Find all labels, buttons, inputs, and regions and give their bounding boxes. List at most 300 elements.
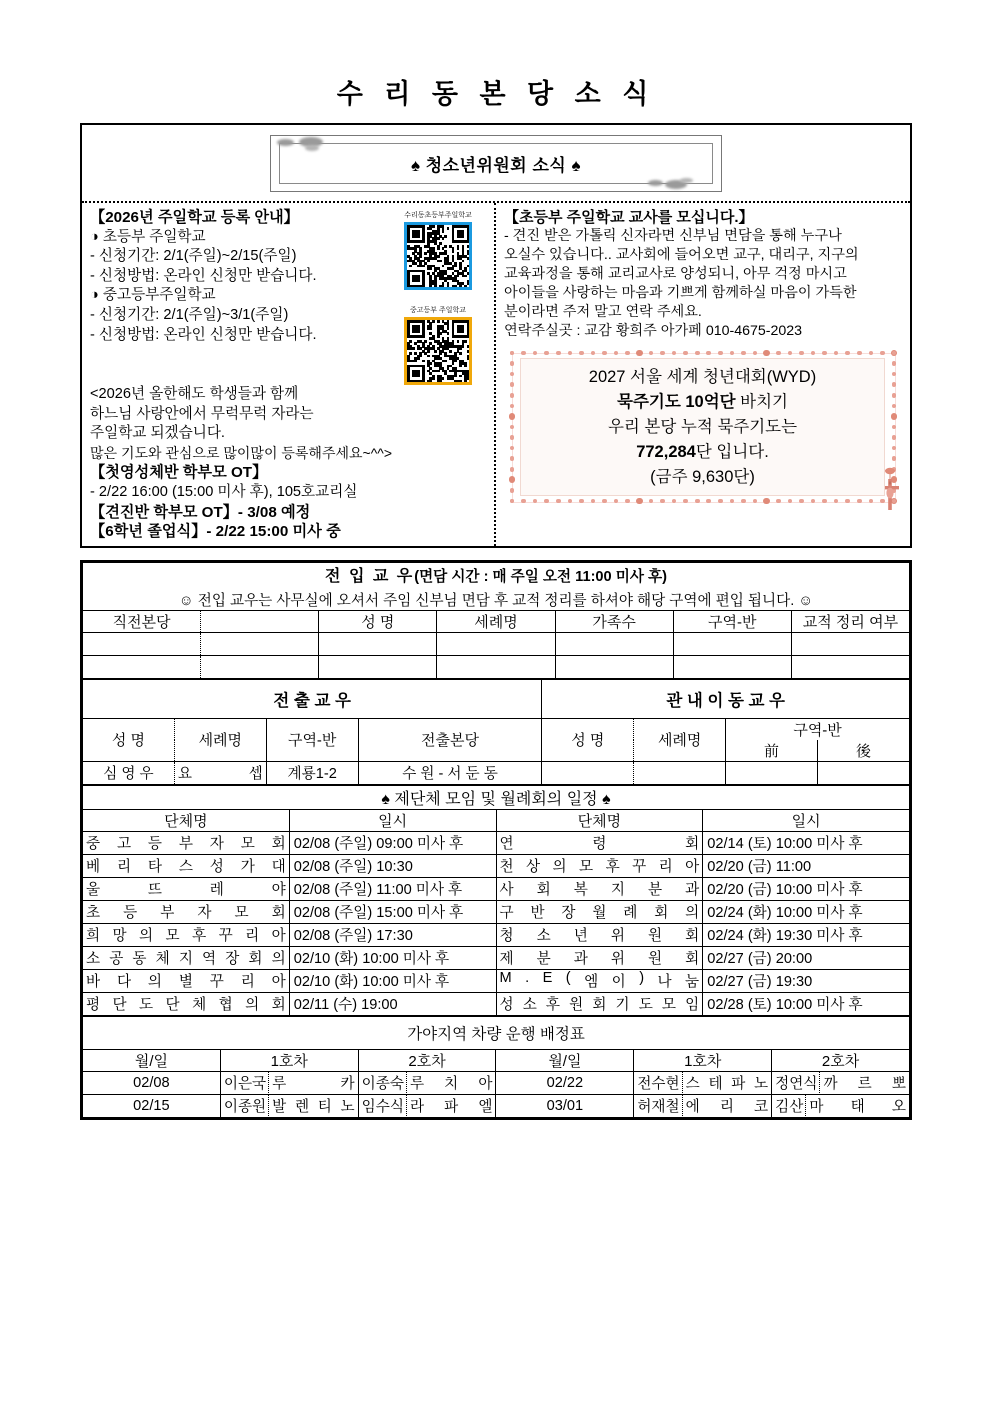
- name-char: 리: [116, 859, 132, 876]
- cell-district[interactable]: [673, 632, 791, 655]
- name-char: 등: [123, 905, 138, 922]
- col-move-name: 성 명: [542, 718, 634, 761]
- name-char: 장: [561, 905, 576, 922]
- cell-group-date-right[interactable]: 02/24 (화) 19:30 미사 후: [703, 923, 910, 946]
- name-char: 자: [209, 836, 224, 853]
- teacher-recruit-block: [496, 203, 910, 546]
- name-char: 청: [499, 928, 514, 945]
- name-char: 테: [708, 1076, 723, 1093]
- name-char: 평: [86, 997, 101, 1014]
- cell-group-date-right[interactable]: 02/28 (토) 10:00 미사 후: [703, 992, 910, 1015]
- col-prev-parish-pad: [201, 610, 319, 632]
- table-row[interactable]: [83, 923, 910, 946]
- name-char: 모: [165, 928, 180, 945]
- cell-vehicle-date-right[interactable]: 02/22: [496, 1071, 634, 1094]
- name-char: 연: [789, 1076, 804, 1093]
- col-group-name-left: 단체명: [83, 809, 290, 831]
- qr-column: [386, 208, 490, 385]
- name-char: 종: [237, 1099, 253, 1116]
- name-char: 단: [165, 997, 180, 1014]
- wyd-line-4: [636, 440, 769, 465]
- name-char: 루: [272, 1076, 287, 1093]
- name-char: 의: [139, 928, 154, 945]
- qr-code-middlehigh[interactable]: [404, 317, 472, 385]
- cell-registry-status[interactable]: [791, 632, 909, 655]
- registry-tables-section: [80, 560, 912, 1120]
- name-char: 회: [685, 928, 700, 945]
- col-name: 성 명: [319, 610, 437, 632]
- transfer-out-column-header-row: [83, 718, 910, 740]
- name-char: 아: [685, 859, 700, 876]
- cell-group-date-left[interactable]: 02/08 (주일) 15:00 미사 후: [289, 900, 496, 923]
- qr-middlehigh-label: 중고등부 주일학교: [409, 307, 467, 314]
- cell-vehicle-date-right[interactable]: 03/01: [496, 1094, 634, 1117]
- col-vehicle-date-left: 월/일: [83, 1049, 221, 1071]
- registration-msg-4: 많은 기도와 관심으로 많이많이 등록해주세요~^^>: [90, 444, 393, 461]
- name-char: 복: [573, 882, 588, 899]
- name-char: 꾸: [209, 974, 224, 991]
- name-char: 루: [409, 1076, 425, 1093]
- page-title: 수 리 동 본 당 소 식: [336, 79, 656, 109]
- name-char: 회: [536, 882, 551, 899]
- name-char: 원: [569, 997, 584, 1014]
- name-char: 뽀: [891, 1076, 906, 1093]
- name-char: 뜨: [147, 882, 162, 899]
- name-char: 치: [444, 1076, 459, 1093]
- cell-group-date-right[interactable]: 02/14 (토) 10:00 미사 후: [703, 831, 910, 854]
- cell-out-district[interactable]: 계룡1-2: [266, 761, 358, 784]
- cell-vehicle-car1-left[interactable]: [220, 1094, 358, 1117]
- name-char: 레: [209, 882, 224, 899]
- name-char: 의: [147, 974, 162, 991]
- qr-elementary-label: 수리동초등부주일학교: [404, 212, 472, 219]
- cell-vehicle-date-left[interactable]: 02/08: [83, 1071, 221, 1094]
- name-char: 제: [499, 951, 514, 968]
- name-char: 수: [651, 1076, 666, 1093]
- name-char: 엘: [478, 1099, 493, 1116]
- name-char: 발: [272, 1099, 287, 1116]
- cell-group-name-left[interactable]: [83, 969, 290, 992]
- wyd-rosary-box: [506, 347, 901, 507]
- youth-columns: [82, 203, 910, 546]
- name-char: 위: [610, 951, 625, 968]
- name-char: 엠: [584, 974, 599, 991]
- name-char: 등: [147, 836, 162, 853]
- cell-registry-status[interactable]: [791, 655, 909, 678]
- first-communion-ot-heading: 【첫영성체반 학부모 OT】: [90, 464, 268, 482]
- name-char: 대: [271, 859, 286, 876]
- name-char: 원: [252, 1099, 267, 1116]
- cell-group-date-right[interactable]: 02/20 (금) 10:00 미사 후: [703, 877, 910, 900]
- name-char: 재: [651, 1099, 666, 1116]
- cell-family-count[interactable]: [555, 655, 673, 678]
- cell-group-name-right[interactable]: [496, 831, 703, 854]
- cell-group-date-right[interactable]: 02/27 (금) 20:00: [703, 946, 910, 969]
- name-char: 월: [592, 905, 607, 922]
- wyd-text-inner: [520, 358, 885, 496]
- name-char: 르: [857, 1076, 872, 1093]
- name-char: 은: [237, 1076, 253, 1093]
- name-char: 이: [361, 1076, 376, 1093]
- table-row[interactable]: [83, 992, 910, 1015]
- table-row[interactable]: [83, 1071, 910, 1094]
- table-row[interactable]: [83, 969, 910, 992]
- name-char: 례: [623, 905, 638, 922]
- cell-out-name[interactable]: 심 영 우: [83, 761, 175, 784]
- name-char: 과: [573, 951, 588, 968]
- col-registry-status: 교적 정리 여부: [791, 610, 909, 632]
- cell-vehicle-car1-left[interactable]: [220, 1071, 358, 1094]
- col-out-district: 구역-반: [266, 718, 358, 761]
- name-char: 수: [375, 1099, 390, 1116]
- name-char: 국: [252, 1076, 267, 1093]
- name-char: 야: [271, 882, 286, 899]
- cell-group-date-right[interactable]: 02/27 (금) 19:30: [703, 969, 910, 992]
- name-char: 지: [610, 882, 625, 899]
- first-communion-ot-detail: - 2/22 16:00 (15:00 미사 후), 105호교리실: [90, 483, 358, 500]
- cell-group-name-right[interactable]: [496, 900, 703, 923]
- transfer-out-title: 전 출 교 우: [83, 679, 542, 718]
- cell-group-name-right[interactable]: [496, 854, 703, 877]
- name-char: 까: [823, 1076, 838, 1093]
- cell-group-date-right[interactable]: 02/24 (화) 10:00 미사 후: [703, 900, 910, 923]
- name-char: 산: [789, 1099, 804, 1116]
- name-char: 반: [530, 905, 545, 922]
- name-char: 장: [225, 951, 240, 968]
- name-char: 회: [685, 836, 700, 853]
- name-char: 망: [112, 928, 127, 945]
- name-char: 이: [223, 1099, 238, 1116]
- col-vehicle-date-right: 월/일: [496, 1049, 634, 1071]
- name-char: 스: [685, 1076, 700, 1093]
- out-baptismal-b: 셉: [248, 766, 263, 783]
- wyd-goal-suffix: 바치기: [735, 392, 788, 411]
- name-char: 오: [891, 1099, 906, 1116]
- registration-heading: 【2026년 주일학교 등록 안내】: [90, 209, 299, 226]
- vehicle-header-row: [83, 1049, 910, 1071]
- name-char: 숙: [389, 1076, 404, 1093]
- name-char: 회: [685, 951, 700, 968]
- name-char: 기: [615, 997, 630, 1014]
- cell-baptismal[interactable]: [437, 655, 555, 678]
- col-group-date-right: 일시: [703, 809, 910, 831]
- transfer-in-header-row: [83, 562, 910, 610]
- col-out-baptismal: 세례명: [174, 718, 266, 761]
- name-char: 파: [731, 1076, 746, 1093]
- youth-banner-title: ♠ 청소년위원회 소식 ♠: [410, 156, 582, 175]
- table-row[interactable]: [83, 900, 910, 923]
- cell-baptismal[interactable]: [437, 632, 555, 655]
- teacher-recruit-line-4: 아이들을 사랑하는 마음과 기쁘게 함께하실 마음이 가득한: [504, 285, 857, 301]
- name-char: 모: [234, 905, 249, 922]
- transfer-in-column-header-row: [83, 610, 910, 632]
- banner-blob-icon: [305, 145, 319, 151]
- transfer-out-table: [82, 679, 910, 785]
- middlehigh-school-label: ◑ 중고등부주일학교: [90, 287, 216, 304]
- name-char: 사: [499, 882, 514, 899]
- qr-code-elementary[interactable]: [404, 222, 472, 290]
- name-char: 고: [116, 836, 132, 853]
- name-char: 가: [240, 859, 255, 876]
- cell-group-name-left[interactable]: [83, 946, 290, 969]
- name-char: 울: [86, 882, 101, 899]
- name-char: (: [565, 970, 571, 987]
- col-family-count: 가족수: [555, 610, 673, 632]
- cell-vehicle-car2-right[interactable]: [772, 1071, 910, 1094]
- table-row[interactable]: [83, 854, 910, 877]
- name-char: 임: [361, 1099, 376, 1116]
- name-char: 정: [775, 1076, 790, 1093]
- name-char: 의: [245, 997, 260, 1014]
- name-char: 이: [611, 974, 626, 991]
- banner-blob-icon: [648, 180, 663, 186]
- cell-move-baptismal[interactable]: [634, 761, 726, 784]
- name-char: 부: [178, 836, 193, 853]
- banner-blob-icon: [680, 178, 693, 183]
- name-char: 현: [665, 1076, 680, 1093]
- name-char: 허: [637, 1099, 652, 1116]
- name-char: 회: [271, 836, 286, 853]
- name-char: 지: [178, 951, 193, 968]
- cell-group-date-right[interactable]: 02/20 (금) 11:00: [703, 854, 910, 877]
- name-char: 베: [86, 859, 101, 876]
- cell-prev-parish[interactable]: [83, 655, 201, 678]
- table-row[interactable]: [83, 632, 910, 655]
- cell-vehicle-date-left[interactable]: 02/15: [83, 1094, 221, 1117]
- name-char: 철: [665, 1099, 680, 1116]
- table-row[interactable]: [83, 831, 910, 854]
- name-char: 체: [155, 951, 170, 968]
- internal-move-title: 관 내 이 동 교 우: [542, 679, 910, 718]
- youth-banner: [270, 135, 722, 192]
- table-row[interactable]: [83, 1094, 910, 1117]
- col-group-name-right: 단체명: [496, 809, 703, 831]
- vehicle-schedule-table: [82, 1016, 910, 1118]
- cell-out-parish[interactable]: 수 원 - 서 둔 동: [358, 761, 542, 784]
- transfer-out-title-row: [83, 679, 910, 718]
- name-char: 회: [271, 997, 286, 1014]
- transfer-in-subtitle: (면담 시간 : 매 주일 오전 11:00 미사 후): [414, 568, 667, 585]
- name-char: 회: [271, 905, 286, 922]
- name-char: 회: [592, 997, 607, 1014]
- cell-group-name-left[interactable]: [83, 877, 290, 900]
- cell-group-date-left[interactable]: 02/08 (주일) 11:00 미사 후: [289, 877, 496, 900]
- name-char: 리: [245, 928, 260, 945]
- name-char: 의: [685, 905, 700, 922]
- name-char: 분: [536, 951, 551, 968]
- cell-group-name-left[interactable]: [83, 854, 290, 877]
- name-char: 아: [271, 974, 286, 991]
- name-char: 위: [610, 928, 625, 945]
- name-char: 소: [522, 997, 537, 1014]
- registration-text: [90, 208, 386, 385]
- table-row[interactable]: [83, 946, 910, 969]
- group-meetings-table: [82, 785, 910, 1016]
- cell-group-name-left[interactable]: [83, 831, 290, 854]
- cell-group-date-left[interactable]: 02/10 (화) 10:00 미사 후: [289, 946, 496, 969]
- middlehigh-method: - 신청방법: 온라인 신청만 받습니다.: [90, 326, 317, 343]
- name-char: 태: [850, 1099, 865, 1116]
- col-out-parish: 전출본당: [358, 718, 542, 761]
- cell-group-name-right[interactable]: [496, 992, 703, 1015]
- cell-move-before[interactable]: [726, 761, 818, 784]
- name-char: 동: [132, 951, 147, 968]
- cell-vehicle-car2-left[interactable]: [358, 1071, 496, 1094]
- col-move-after: 後: [818, 740, 910, 762]
- registration-msg-2: 하느님 사랑안에서 무럭무럭 자라는: [90, 405, 314, 422]
- col-baptismal-name: 세례명: [437, 610, 555, 632]
- col-vehicle-car2-left: 2호차: [358, 1049, 496, 1071]
- teacher-recruit-contact: 연락주실곳 : 교감 황희주 아가페 010-4675-2023: [504, 323, 803, 339]
- col-vehicle-car1-left: 1호차: [220, 1049, 358, 1071]
- elementary-period: - 신청기간: 2/1(주일)~2/15(주일): [90, 248, 297, 265]
- group-meetings-header-row: [83, 809, 910, 831]
- table-row[interactable]: [83, 877, 910, 900]
- cell-group-date-left[interactable]: 02/08 (주일) 17:30: [289, 923, 496, 946]
- cell-group-name-left[interactable]: [83, 900, 290, 923]
- name-char: 노: [754, 1076, 769, 1093]
- cell-district[interactable]: [673, 655, 791, 678]
- name-char: 회: [654, 905, 669, 922]
- cell-move-name[interactable]: [542, 761, 634, 784]
- cell-group-name-left[interactable]: [83, 923, 290, 946]
- cell-family-count[interactable]: [555, 632, 673, 655]
- name-char: 성: [499, 997, 514, 1014]
- cell-group-name-right[interactable]: [496, 969, 703, 992]
- wyd-line-3: 우리 본당 누적 묵주기도는: [607, 417, 798, 436]
- name-char: 부: [160, 905, 175, 922]
- cell-group-name-right[interactable]: [496, 946, 703, 969]
- name-char: 과: [685, 882, 700, 899]
- col-vehicle-car1-right: 1호차: [634, 1049, 772, 1071]
- name-char: 다: [116, 974, 132, 991]
- name-char: 의: [552, 859, 567, 876]
- wyd-total-suffix: 단 입니다.: [695, 442, 769, 461]
- name-char: 소: [536, 928, 551, 945]
- col-vehicle-car2-right: 2호차: [772, 1049, 910, 1071]
- youth-banner-wrap: [82, 125, 910, 203]
- name-char: 이: [223, 1076, 238, 1093]
- cell-group-name-right[interactable]: [496, 877, 703, 900]
- teacher-recruit-line-1: - 견진 받은 가톨릭 신자라면 신부님 면담을 통해 누구나: [504, 228, 842, 244]
- name-char: 눔: [685, 974, 700, 991]
- name-char: 리: [658, 859, 673, 876]
- youth-committee-section: [80, 123, 912, 548]
- col-district: 구역-반: [673, 610, 791, 632]
- cell-group-name-right[interactable]: [496, 923, 703, 946]
- vehicle-title-row: [83, 1016, 910, 1049]
- cell-vehicle-car1-right[interactable]: [634, 1071, 772, 1094]
- elementary-method: - 신청방법: 온라인 신청만 받습니다.: [90, 267, 317, 284]
- name-char: 전: [637, 1076, 652, 1093]
- cell-name[interactable]: [319, 632, 437, 655]
- name-char: 체: [192, 997, 207, 1014]
- name-char: 리: [719, 1099, 734, 1116]
- name-char: 에: [685, 1099, 700, 1116]
- name-char: E: [542, 970, 553, 987]
- name-char: 모: [240, 836, 255, 853]
- cell-prev-parish[interactable]: [83, 632, 201, 655]
- name-char: 공: [109, 951, 124, 968]
- table-row[interactable]: [83, 761, 910, 784]
- name-char: 년: [573, 928, 588, 945]
- cell-move-after[interactable]: [818, 761, 910, 784]
- registration-msg-1: <2026년 올한해도 학생들과 함께: [90, 386, 299, 402]
- name-char: 자: [197, 905, 212, 922]
- cell-vehicle-car2-left[interactable]: [358, 1094, 496, 1117]
- name-char: M: [499, 970, 512, 987]
- name-char: 역: [202, 951, 217, 968]
- wyd-line-2: [617, 390, 788, 415]
- col-prev-parish: 직전본당: [83, 610, 201, 632]
- name-char: 타: [147, 859, 162, 876]
- name-char: 상: [526, 859, 541, 876]
- name-char: ): [639, 970, 645, 987]
- name-char: 바: [86, 974, 101, 991]
- cell-group-date-left[interactable]: 02/11 (수) 19:00: [289, 992, 496, 1015]
- teacher-recruit-line-2: 오실수 있습니다.. 교사회에 들어오면 교구, 대리구, 지구의: [504, 247, 859, 263]
- name-char: 의: [271, 951, 286, 968]
- registration-msg-3: 주일학교 되겠습니다.: [90, 425, 225, 442]
- name-char: 식: [389, 1099, 404, 1116]
- grade6-graduation-heading: 【6학년 졸업식】- 2/22 15:00 미사 중: [90, 523, 341, 541]
- name-char: 소: [86, 951, 101, 968]
- wyd-goal: 묵주기도 10억단: [617, 392, 736, 411]
- cell-group-date-left[interactable]: 02/10 (화) 10:00 미사 후: [289, 969, 496, 992]
- name-char: 분: [648, 882, 663, 899]
- transfer-in-title-cell: [83, 562, 910, 610]
- name-char: 천: [499, 859, 514, 876]
- name-char: 아: [478, 1076, 493, 1093]
- cell-group-date-left[interactable]: 02/08 (주일) 10:30: [289, 854, 496, 877]
- name-char: 카: [340, 1076, 355, 1093]
- name-char: 라: [409, 1099, 425, 1116]
- name-char: 후: [545, 997, 561, 1014]
- name-char: 협: [218, 997, 233, 1014]
- sunday-school-registration-block: [82, 203, 494, 546]
- confirmation-ot-heading: 【견진반 학부모 OT】- 3/08 예정: [90, 503, 311, 521]
- name-char: 후: [192, 928, 207, 945]
- cell-group-date-left[interactable]: 02/08 (주일) 09:00 미사 후: [289, 831, 496, 854]
- out-baptismal-a: 요: [177, 766, 192, 783]
- cell-vehicle-car1-right[interactable]: [634, 1094, 772, 1117]
- cell-out-baptismal[interactable]: [174, 761, 266, 784]
- cell-prev-parish-pad[interactable]: [201, 632, 319, 655]
- col-move-district: 구역-반: [726, 718, 910, 740]
- cell-group-name-left[interactable]: [83, 992, 290, 1015]
- name-char: 원: [648, 951, 663, 968]
- teacher-recruit-line-3: 교육과정을 통해 교리교사로 양성되니, 아무 걱정 마시고: [504, 266, 847, 282]
- banner-blob-icon: [277, 139, 294, 146]
- name-char: 렌: [294, 1099, 310, 1116]
- name-char: 초: [86, 905, 101, 922]
- name-char: 구: [499, 905, 514, 922]
- col-group-date-left: 일시: [289, 809, 496, 831]
- name-char: 아: [271, 928, 286, 945]
- name-char: 꾸: [218, 928, 233, 945]
- cell-vehicle-car2-right[interactable]: [772, 1094, 910, 1117]
- cell-name[interactable]: [319, 655, 437, 678]
- wyd-total-count: 772,284: [636, 442, 696, 461]
- name-char: 도: [139, 997, 154, 1014]
- transfer-in-table: [82, 562, 910, 679]
- name-char: 식: [803, 1076, 818, 1093]
- name-char: 나: [657, 974, 672, 991]
- teacher-recruit-line-5: 분이라면 주저 말고 연락 주세요.: [504, 304, 702, 320]
- name-char: 임: [685, 997, 700, 1014]
- cell-prev-parish-pad[interactable]: [201, 655, 319, 678]
- table-row[interactable]: [83, 655, 910, 678]
